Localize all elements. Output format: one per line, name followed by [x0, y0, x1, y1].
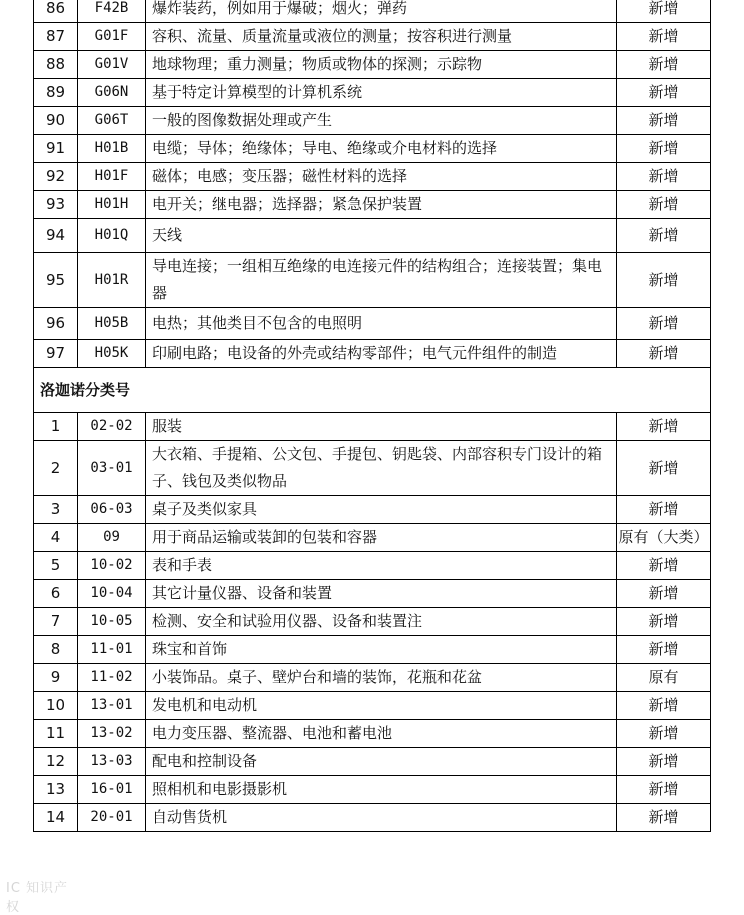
class-description: 爆炸装药，例如用于爆破；烟火；弹药	[146, 0, 617, 23]
row-number: 89	[34, 79, 78, 107]
class-description: 电开关；继电器；选择器；紧急保护装置	[146, 191, 617, 219]
table-row	[34, 340, 711, 368]
row-number: 8	[34, 636, 78, 664]
status-cell: 新增	[617, 748, 711, 776]
table-row	[34, 23, 711, 51]
table-row	[34, 692, 711, 720]
row-number: 91	[34, 135, 78, 163]
class-code: H01H	[78, 191, 146, 219]
class-code: H01F	[78, 163, 146, 191]
row-number: 12	[34, 748, 78, 776]
class-code: H05B	[78, 308, 146, 340]
table-row	[34, 413, 711, 441]
status-cell: 新增	[617, 51, 711, 79]
status-cell: 原有（大类）	[617, 524, 711, 552]
table-row	[34, 191, 711, 219]
class-description: 地球物理；重力测量；物质或物体的探测；示踪物	[146, 51, 617, 79]
table-row	[34, 664, 711, 692]
class-description: 磁体；电感；变压器；磁性材料的选择	[146, 163, 617, 191]
class-description: 表和手表	[146, 552, 617, 580]
class-code: 13-01	[78, 692, 146, 720]
class-description: 用于商品运输或装卸的包装和容器	[146, 524, 617, 552]
row-number: 10	[34, 692, 78, 720]
row-number: 1	[34, 413, 78, 441]
status-cell: 新增	[617, 636, 711, 664]
class-code: H01Q	[78, 219, 146, 253]
class-code: H01R	[78, 253, 146, 308]
table-row	[34, 496, 711, 524]
status-cell: 新增	[617, 720, 711, 748]
row-number: 6	[34, 580, 78, 608]
status-cell: 新增	[617, 0, 711, 23]
class-description: 天线	[146, 219, 617, 253]
table-row	[34, 524, 711, 552]
status-cell: 新增	[617, 441, 711, 496]
status-cell: 新增	[617, 79, 711, 107]
class-description: 照相机和电影摄影机	[146, 776, 617, 804]
row-number: 92	[34, 163, 78, 191]
class-code: F42B	[78, 0, 146, 23]
status-cell: 新增	[617, 107, 711, 135]
class-description: 配电和控制设备	[146, 748, 617, 776]
class-code: 13-02	[78, 720, 146, 748]
class-code: G01F	[78, 23, 146, 51]
table-row	[34, 776, 711, 804]
table-row	[34, 804, 711, 832]
table-row	[34, 608, 711, 636]
class-code: 06-03	[78, 496, 146, 524]
section-title: 洛迦诺分类号	[34, 368, 711, 413]
status-cell: 新增	[617, 308, 711, 340]
class-description: 基于特定计算模型的计算机系统	[146, 79, 617, 107]
class-description: 电力变压器、整流器、电池和蓄电池	[146, 720, 617, 748]
watermark-text: IC 知识产权	[6, 881, 69, 915]
class-description: 一般的图像数据处理或产生	[146, 107, 617, 135]
row-number: 94	[34, 219, 78, 253]
class-description: 电热；其他类目不包含的电照明	[146, 308, 617, 340]
row-number: 13	[34, 776, 78, 804]
class-description: 大衣箱、手提箱、公文包、手提包、钥匙袋、内部容积专门设计的箱子、钱包及类似物品	[146, 441, 617, 496]
status-cell: 新增	[617, 413, 711, 441]
class-code: 02-02	[78, 413, 146, 441]
table-row	[34, 748, 711, 776]
table-row	[34, 163, 711, 191]
table-row	[34, 135, 711, 163]
class-description: 小装饰品。桌子、壁炉台和墙的装饰，花瓶和花盆	[146, 664, 617, 692]
status-cell: 新增	[617, 804, 711, 832]
class-code: 20-01	[78, 804, 146, 832]
table-row	[34, 0, 711, 23]
row-number: 3	[34, 496, 78, 524]
table-row	[34, 580, 711, 608]
status-cell: 新增	[617, 340, 711, 368]
status-cell: 新增	[617, 580, 711, 608]
class-code: 11-02	[78, 664, 146, 692]
class-description: 其它计量仪器、设备和装置	[146, 580, 617, 608]
class-description: 印刷电路；电设备的外壳或结构零部件；电气元件组件的制造	[146, 340, 617, 368]
row-number: 95	[34, 253, 78, 308]
class-description: 发电机和电动机	[146, 692, 617, 720]
table-row	[34, 720, 711, 748]
class-description: 珠宝和首饰	[146, 636, 617, 664]
status-cell: 新增	[617, 163, 711, 191]
class-code: 03-01	[78, 441, 146, 496]
table-row	[34, 441, 711, 496]
class-code: 16-01	[78, 776, 146, 804]
class-code: G06T	[78, 107, 146, 135]
row-number: 96	[34, 308, 78, 340]
row-number: 5	[34, 552, 78, 580]
status-cell: 新增	[617, 219, 711, 253]
status-cell: 新增	[617, 496, 711, 524]
status-cell: 新增	[617, 608, 711, 636]
status-cell: 新增	[617, 776, 711, 804]
class-code: 10-02	[78, 552, 146, 580]
classification-table-body	[34, 0, 711, 832]
table-row	[34, 79, 711, 107]
row-number: 90	[34, 107, 78, 135]
table-row	[34, 51, 711, 79]
class-description: 电缆；导体；绝缘体；导电、绝缘或介电材料的选择	[146, 135, 617, 163]
status-cell: 原有	[617, 664, 711, 692]
status-cell: 新增	[617, 692, 711, 720]
row-number: 4	[34, 524, 78, 552]
row-number: 2	[34, 441, 78, 496]
table-row	[34, 308, 711, 340]
class-description: 服装	[146, 413, 617, 441]
class-description: 检测、安全和试验用仪器、设备和装置注	[146, 608, 617, 636]
table-row	[34, 636, 711, 664]
table-row	[34, 552, 711, 580]
status-cell: 新增	[617, 191, 711, 219]
class-description: 自动售货机	[146, 804, 617, 832]
class-code: 09	[78, 524, 146, 552]
classification-table	[33, 0, 711, 832]
class-code: 10-04	[78, 580, 146, 608]
class-code: G01V	[78, 51, 146, 79]
class-code: G06N	[78, 79, 146, 107]
row-number: 93	[34, 191, 78, 219]
row-number: 14	[34, 804, 78, 832]
class-code: H01B	[78, 135, 146, 163]
class-code: H05K	[78, 340, 146, 368]
row-number: 11	[34, 720, 78, 748]
row-number: 7	[34, 608, 78, 636]
row-number: 86	[34, 0, 78, 23]
row-number: 87	[34, 23, 78, 51]
section-row	[34, 368, 711, 413]
status-cell: 新增	[617, 23, 711, 51]
class-description: 容积、流量、质量流量或液位的测量；按容积进行测量	[146, 23, 617, 51]
class-code: 10-05	[78, 608, 146, 636]
row-number: 9	[34, 664, 78, 692]
class-code: 11-01	[78, 636, 146, 664]
table-row	[34, 219, 711, 253]
row-number: 97	[34, 340, 78, 368]
status-cell: 新增	[617, 552, 711, 580]
status-cell: 新增	[617, 135, 711, 163]
table-row	[34, 107, 711, 135]
watermark	[6, 877, 76, 915]
class-description: 导电连接；一组相互绝缘的电连接元件的结构组合；连接装置；集电器	[146, 253, 617, 308]
table-row	[34, 253, 711, 308]
class-code: 13-03	[78, 748, 146, 776]
row-number: 88	[34, 51, 78, 79]
status-cell: 新增	[617, 253, 711, 308]
class-description: 桌子及类似家具	[146, 496, 617, 524]
